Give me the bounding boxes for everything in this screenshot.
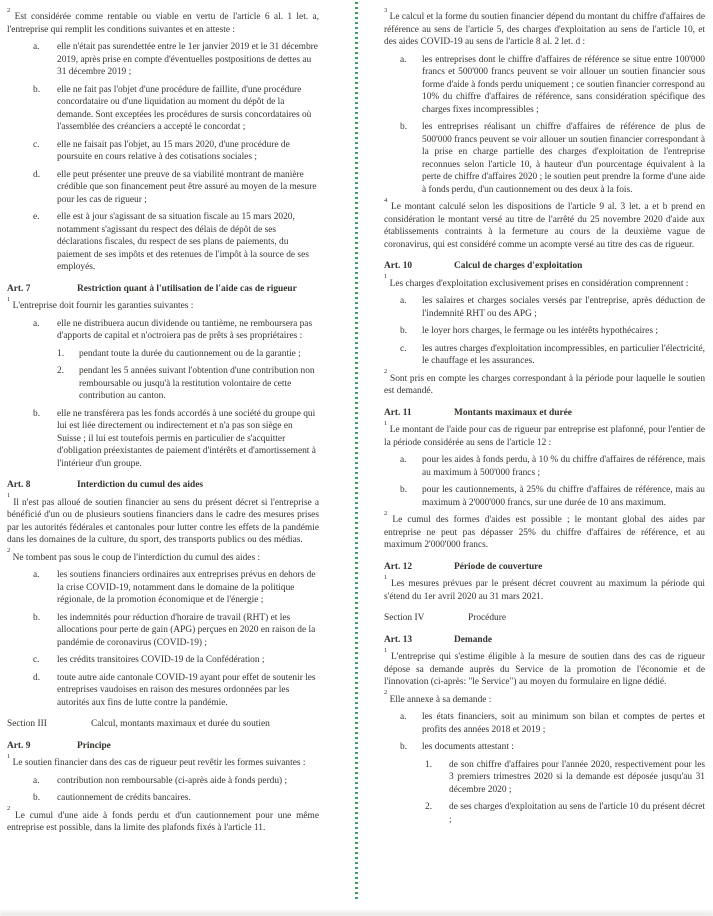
lettered-list-item <box>7 139 319 164</box>
column-divider <box>355 2 358 900</box>
left-column <box>7 6 319 840</box>
paragraph-superscript: 3 <box>384 6 388 14</box>
paragraph-superscript: 2 <box>384 689 388 697</box>
heading-title: Montants maximaux et durée <box>454 407 572 418</box>
list-item-text: les documents attestant : <box>422 742 514 752</box>
list-marker: 1. <box>425 759 433 770</box>
paragraph <box>384 368 706 398</box>
right-column <box>384 6 705 831</box>
paragraph-text: Il n'est pas alloué de soutien financier au sens du présent décret si l'entreprise a bénéficié d'un ou de plusieurs soutiens financiers dans le cadre des mesures prises par les autorités fédérales et cantonales pour lutter contre les effets de la pandémie dans les domaines de la culture, du sport, des transports publics ou des médias. <box>7 497 320 545</box>
lettered-list-item <box>7 408 319 471</box>
heading-title: Restriction quant à l'utilisation de l'aide cas de rigueur <box>77 283 297 294</box>
numbered-list-item <box>7 365 319 403</box>
list-item-text: le loyer hors charges, le fermage ou les intérêts hypothécaires ; <box>422 326 658 336</box>
paragraph-text: Le soutien financier dans des cas de rigueur peut revêtir les formes suivantes : <box>12 758 306 768</box>
list-marker: 2. <box>425 802 433 812</box>
lettered-list-item <box>384 295 705 320</box>
paragraph-superscript: 2 <box>7 805 11 813</box>
list-item-text: elle ne distribuera aucun dividende ou tantième, ne remboursera pas d'apports de capital et n'octroiera pas de prêts à ses propriétaires : <box>57 318 313 341</box>
list-marker: a. <box>33 775 40 786</box>
lettered-list-item <box>384 54 705 117</box>
lettered-list-item <box>7 792 319 805</box>
list-marker: b. <box>33 612 41 623</box>
list-marker: c. <box>33 655 40 665</box>
article-heading <box>7 740 319 753</box>
paragraph-text: Les charges d'exploitation exclusivement prises en considération comprennent : <box>389 278 689 289</box>
article-heading <box>384 260 705 273</box>
paragraph-superscript: 1 <box>7 752 11 760</box>
list-item-text: pour les cautionnements, à 25% du chiffre d'affaires de référence, mais au maximum à 2'000'000 francs, sur une durée de 10 ans maximum. <box>422 485 705 508</box>
list-item-text: les soutiens financiers ordinaires aux entreprises prévus en dehors de la crise COVID-19, notamment dans le domaine de la politique régionale, de la promotion économique et de l'énergie ; <box>57 570 316 605</box>
list-item-text: pour les aides à fonds perdu, à 10 % du chiffre d'affaires de référence, mais au maximum à 500'000 francs ; <box>422 455 705 478</box>
heading-title: Demande <box>454 634 493 645</box>
paragraph <box>384 573 706 603</box>
list-marker: a. <box>400 296 407 306</box>
list-marker: a. <box>400 54 407 65</box>
paragraph <box>384 509 705 552</box>
heading-label: Art. 12 <box>384 561 413 572</box>
heading-title: Calcul de charges d'exploitation <box>454 261 583 271</box>
list-marker: a. <box>400 455 407 465</box>
heading-title: Période de couverture <box>454 561 543 572</box>
paragraph-superscript: 2 <box>7 6 11 14</box>
paragraph-text: Elle annexe à sa demande : <box>389 694 492 705</box>
list-item-text: les indemnités pour réduction d'horaire de travail (RHT) et les allocations pour perte de gain (APG) perçues en 2020 en raison de la pandémie de coronavirus (COVID-19) ; <box>57 612 316 648</box>
list-item-text: les états financiers, soit au minimum son bilan et comptes de pertes et profits des années 2018 et 2019 ; <box>422 712 705 735</box>
heading-title: Procédure <box>468 613 507 623</box>
paragraph <box>7 492 320 547</box>
list-item-text: pendant les 5 années suivant l'obtention d'une contribution non remboursable ou jusqu'à la restitution volontaire de cette contribution au canton. <box>79 366 315 401</box>
article-heading <box>7 479 319 492</box>
list-item-text: elle peut présenter une preuve de sa viabilité montrant de manière crédible que son financement peut être assuré au moyen de la mesure pour les cas de rigueur ; <box>57 169 317 205</box>
lettered-list-item <box>7 775 319 788</box>
paragraph-text: L'entreprise doit fournir les garanties suivantes : <box>12 301 194 311</box>
list-marker: b. <box>400 122 408 132</box>
heading-label: Section III <box>7 719 47 729</box>
list-item-text: elle ne faisait pas l'objet, au 15 mars 2020, d'une procédure de poursuite en cours relative à des cotisations sociales ; <box>57 139 290 162</box>
paragraph <box>7 805 319 835</box>
lettered-list-item <box>7 84 319 134</box>
paragraph <box>384 196 706 251</box>
list-marker: b. <box>33 793 41 803</box>
section-heading <box>7 718 319 731</box>
lettered-list-item <box>384 325 705 338</box>
paragraph-superscript: 4 <box>384 196 388 204</box>
lettered-list-item <box>384 741 705 754</box>
list-item-text: de ses charges d'exploitation au sens de l'article 10 du présent décret ; <box>449 802 705 825</box>
list-item-text: les crédits transitoires COVID-19 de la Confédération ; <box>57 655 265 665</box>
paragraph-text: Sont pris en compte les charges correspondant à la période pour laquelle le soutien est demandé. <box>384 373 706 396</box>
lettered-list-item <box>7 569 319 607</box>
paragraph-text: Le montant de l'aide pour cas de rigueur par entreprise est plafonné, pour l'entier de la période considérée au sens de l'article 12 : <box>384 425 705 448</box>
list-marker: b. <box>400 485 408 495</box>
list-item-text: elle ne fait pas l'objet d'une procédure de faillite, d'une procédure concordataire ou d'une liquidation au moment du dépôt de la demande. Sont exceptées les procédures de sursis concordataires où l'assemblée des créanciers a accepté le concordat ; <box>57 84 312 132</box>
heading-label: Art. 13 <box>384 634 413 645</box>
paragraph-superscript: 1 <box>384 273 388 281</box>
heading-title: Calcul, montants maximaux et durée du soutien <box>91 719 270 729</box>
list-marker: c. <box>400 343 407 354</box>
lettered-list-item <box>384 454 705 479</box>
list-item-text: elle est à jour s'agissant de sa situation fiscale au 15 mars 2020, notamment s'agissant du respect des délais de dépôt de ses déclarations fiscales, du respect de ses plans de paiements, du paiement de ses impôts et des retenues de l'impôt à la source de ses employés. <box>57 212 309 272</box>
lettered-list-item <box>384 484 705 509</box>
lettered-list-item <box>7 211 319 274</box>
lettered-list-item <box>384 711 705 736</box>
paragraph-text: Le cumul des formes d'aides est possible ; le montant global des aides par entreprise ne peut pas dépasser 25% du chiffre d'affaires de référence, et au maximum 2'000'000 francs. <box>384 515 705 550</box>
list-item-text: pendant toute la durée du cautionnement ou de la garantie ; <box>79 348 301 359</box>
paragraph-text: Ne tombent pas sous le coup de l'interdiction du cumul des aides : <box>12 552 261 563</box>
list-marker: b. <box>400 742 408 752</box>
paragraph <box>384 6 706 49</box>
lettered-list-item <box>7 41 319 79</box>
paragraph-superscript: 2 <box>7 547 11 555</box>
list-item-text: les entreprises réalisant un chiffre d'affaires de référence de plus de 500'000 francs peuvent se voir allouer un soutien financier correspondant à la prise en charge partielle des charges d'exploitation de l'entreprise reconnues selon l'article 10, à hauteur d'un pourcentage équivalent à la perte de chiffre d'affaires 2020 ; le soutien peut prendre la forme d'une aide à fonds perdu, d'un cautionnement ou des deux à la fois. <box>422 122 705 195</box>
heading-label: Section IV <box>384 613 425 623</box>
paragraph-text: Le cumul d'une aide à fonds perdu et d'un cautionnement pour une même entreprise est possible, dans la limite des plafonds fixés à l'article 11. <box>7 810 319 833</box>
lettered-list-item <box>384 343 705 368</box>
lettered-list-item <box>7 672 319 710</box>
list-marker: a. <box>33 570 40 580</box>
list-item-text: les entreprises dont le chiffre d'affaires de référence se situe entre 100'000 francs et 500'000 francs peuvent se voir allouer un soutien financier sous forme d'aide à fonds perdu uniquement ; ce soutien financier correspond au 10% du chiffre d'affaires de référence, sans considération spécifique des charges fixes incompressibles ; <box>422 54 705 115</box>
list-item-text: elle ne transférera pas les fonds accordés à une société du groupe qui lui est liée directement ou indirectement et n'a pas son siège en Suisse ; il lui est toutefois permis en particulier de s'acquitter d'obligation préexistantes de paiement d'intérêts et d'amortissement à l'intérieur d'un groupe. <box>57 408 316 469</box>
list-marker: 2. <box>57 366 65 376</box>
list-marker: 1. <box>57 348 65 359</box>
paragraph-superscript: 2 <box>384 368 388 376</box>
article-heading <box>384 561 705 574</box>
list-marker: d. <box>33 672 41 683</box>
list-item-text: toute autre aide cantonale COVID-19 ayant pour effet de soutenir les entreprises vaudoises en raison des mesures ordonnées par les autorités aux fins de lutte contre la pandémie. <box>57 672 316 708</box>
heading-label: Art. 9 <box>7 740 31 751</box>
paragraph-text: Le montant calculé selon les dispositions de l'article 9 al. 3 let. a et b prend en considération le montant versé au titre de l'arrêté du 25 novembre 2020 d'aide aux établissements contraints à la fermeture au cours de la deuxième vague de coronavirus, qui est considéré comme un acompte versé au titre des cas de rigueur. <box>384 202 706 250</box>
lettered-list-item <box>7 318 319 343</box>
lettered-list-item <box>7 612 319 650</box>
article-heading <box>384 634 705 647</box>
paragraph-superscript: 1 <box>384 646 388 654</box>
list-item-text: elle n'était pas surendettée entre le 1er janvier 2019 et le 31 décembre 2019, après prise en compte d'éventuelles postpositions de dettes au 31 décembre 2019 ; <box>57 42 318 77</box>
section-heading <box>384 612 705 625</box>
list-marker: a. <box>400 712 407 722</box>
numbered-list-item <box>384 759 705 797</box>
article-heading <box>384 407 705 420</box>
paragraph <box>7 295 319 313</box>
list-marker: b. <box>400 326 408 336</box>
lettered-list-item <box>384 121 705 196</box>
list-item-text: contribution non remboursable (ci-après aide à fonds perdu) ; <box>57 775 288 786</box>
list-item-text: cautionnement de crédits bancaires. <box>57 793 191 803</box>
paragraph-superscript: 1 <box>384 573 388 581</box>
list-marker: b. <box>33 84 41 95</box>
paragraph <box>7 547 319 565</box>
list-item-text: les autres charges d'exploitation incompressibles, en particulier l'électricité, le chauffage et les assurances. <box>422 343 705 366</box>
heading-label: Art. 10 <box>384 261 413 271</box>
heading-label: Art. 7 <box>7 283 31 294</box>
paragraph <box>384 419 705 449</box>
heading-title: Principe <box>77 740 111 751</box>
paragraph-superscript: 1 <box>7 295 11 303</box>
paragraph-superscript: 1 <box>7 492 11 500</box>
lettered-list-item <box>7 169 319 207</box>
list-marker: c. <box>33 139 40 150</box>
list-marker: b. <box>33 408 41 419</box>
article-heading <box>7 283 319 296</box>
list-item-text: les salaires et charges sociales versés par l'entreprise, après déduction de l'indemnité RHT ou des APG ; <box>422 296 705 319</box>
lettered-list-item <box>7 654 319 667</box>
heading-title: Interdiction du cumul des aides <box>77 480 204 490</box>
paragraph <box>7 6 319 36</box>
paragraph <box>384 689 705 707</box>
paragraph <box>384 646 705 689</box>
paragraph-text: Est considérée comme rentable ou viable en vertu de l'article 6 al. 1 let. a, l'entreprise qui remplit les conditions suivantes et en atteste : <box>7 12 319 35</box>
paragraph <box>384 273 705 291</box>
paragraph-superscript: 1 <box>384 419 388 427</box>
list-marker: e. <box>33 212 40 222</box>
numbered-list-item <box>384 801 705 826</box>
list-marker: a. <box>33 318 40 329</box>
paragraph-text: Les mesures prévues par le présent décret couvrent au maximum la période qui s'étend du 1er avril 2020 au 31 mars 2021. <box>384 579 706 602</box>
numbered-list-item <box>7 348 319 361</box>
paragraph-text: Le calcul et la forme du soutien financier dépend du montant du chiffre d'affaires de référence au sens de l'article 5, des charges d'exploitation au sens de l'article 10, et des aides COVID-19 au sens de l'article 8 al. 2 let. d : <box>384 12 706 47</box>
list-item-text: de son chiffre d'affaires pour l'année 2020, respectivement pour les 3 premiers trimestres 2020 si la demande est déposée jusqu'au 31 décembre 2020 ; <box>449 759 705 795</box>
heading-label: Art. 8 <box>7 480 31 490</box>
list-marker: a. <box>33 42 40 52</box>
paragraph-superscript: 2 <box>384 509 388 517</box>
heading-label: Art. 11 <box>384 407 412 418</box>
page-bottom-scan-artifact <box>0 909 713 916</box>
paragraph <box>7 752 319 770</box>
paragraph-text: L'entreprise qui s'estime éligible à la mesure de soutien dans des cas de rigueur dépose sa demande auprès du Service de la promotion de l'économie et de l'innovation (ci-après: "le Service") au moyen du formulaire en ligne dédié. <box>384 652 705 687</box>
list-marker: d. <box>33 169 41 180</box>
